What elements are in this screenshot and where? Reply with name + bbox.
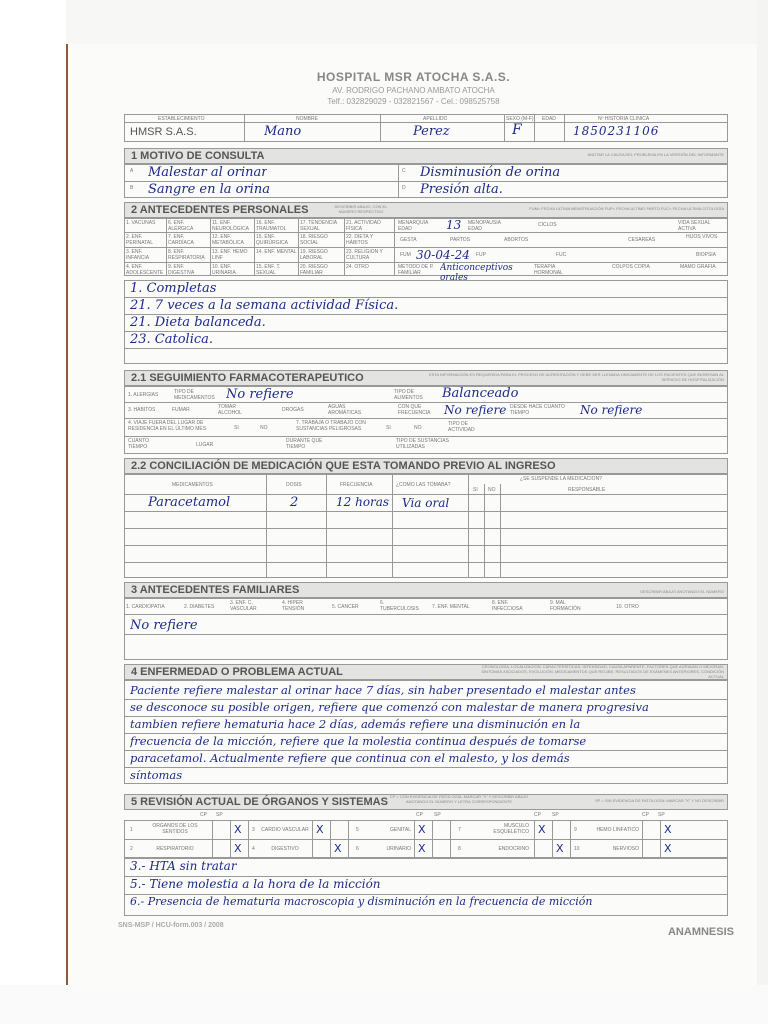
organ-number: 3	[252, 827, 255, 833]
section4-note: CRONOLOGÍA, LOCALIZACIÓN, CARACTERÍSTICAS, INTENSIDAD, CAUSA APARENTE, FACTORES QUE AGRAVAN O MEJORAN, SÍNTOMAS ASOCIADOS, EVOLUCIÓN, MEDICAMENTOS QUE RECIBE, RESULTADOS DE EXÁMENES ANTERIORES, CONDICIÓN ACTUAL	[481, 664, 724, 679]
label-vida-sexual: VIDA SEXUAL ACTIVA	[678, 220, 711, 232]
cp-header-1: CP	[200, 812, 207, 818]
organ-name: ÓRGANOS DE LOS SENTIDOS	[152, 823, 198, 835]
label-abortos: ABORTOS	[504, 237, 529, 243]
tipo-alim-value: Balanceado	[442, 386, 519, 401]
revision-line: 6.- Presencia de hematuria macroscopia y disminución en la frecuencia de micción	[130, 895, 593, 908]
problema-line: tambien refiere hematuria hace 2 días, además refiere una disminución en la	[130, 717, 581, 731]
problema-line: se desconoce su posible origen, refiere que comenzó con malestar de manera progresiva	[130, 700, 649, 714]
ap-item: 1. VACUNAS	[126, 220, 156, 226]
patient-divider	[124, 122, 728, 123]
patient-divider	[564, 114, 565, 142]
label-hijos: HIJOS VIVOS	[686, 234, 718, 240]
table-divider	[124, 545, 728, 546]
grid-divider	[124, 232, 728, 233]
grid-divider	[248, 820, 249, 858]
table-divider	[500, 484, 501, 578]
label-fumar: FUMAR	[172, 407, 190, 413]
cp-header-3: CP	[534, 812, 541, 818]
label-alcohol: TOMAR ALCOHOL	[218, 404, 242, 416]
s3-divider	[124, 614, 728, 615]
label-metodo: MÉTODO DE P. FAMILIAR	[398, 264, 434, 276]
organ-name: DIGESTIVO	[271, 846, 299, 852]
section5-note2: SP = SIN EVIDENCIA DE PATOLOGÍA: MARCAR "X" Y NO DESCRIBIR	[595, 798, 724, 803]
fam-item: 7. ENF. MENTAL	[432, 604, 470, 610]
s21-divider	[124, 418, 728, 419]
ruled-line	[124, 348, 728, 349]
med-frecuencia: 12 horas	[336, 495, 390, 509]
menarquia-value: 13	[446, 218, 462, 232]
organ-number: 4	[252, 846, 255, 852]
patient-divider	[244, 114, 245, 142]
label-d: D	[402, 185, 406, 191]
grid-divider	[230, 820, 231, 858]
label-menopausia: MENOPAUSIA EDAD	[468, 220, 501, 232]
ap-item: 14. ENF. MENTAL	[256, 249, 297, 255]
label-fuc: FUC	[556, 252, 567, 258]
nombre-value: Mano	[264, 124, 302, 139]
ap-item: 15. ENF. QUIRÚRGICA	[256, 234, 288, 246]
label-colpos: COLPOS COPIA	[612, 264, 650, 270]
sp-header-3: SP	[552, 812, 559, 818]
frecuencia-value: No refiere	[444, 403, 507, 417]
section22-title: 2.2 CONCILIACIÓN DE MEDICACIÓN QUE ESTA TOMANDO PREVIO AL INGRESO	[124, 458, 728, 474]
ap-item: 23. RELIGIÓN Y CULTURA	[346, 249, 383, 261]
grid-divider	[414, 820, 415, 858]
patient-divider	[534, 114, 535, 142]
form-label: ANAMNESIS	[667, 926, 734, 938]
historia-value: 1850231106	[573, 124, 660, 138]
label-tipo-med: TIPO DE MEDICAMENTOS	[174, 389, 215, 401]
label-tipo-alim: TIPO DE ALIMENTOS	[394, 389, 423, 401]
ap-item: 9. ENF. DIGESTIVA	[168, 264, 195, 276]
section21-note: ESTA INFORMACIÓN ES REQUERIDA PARA EL PROCESO DE ACREDITACIÓN Y DEBE SER LLENADA ÚNICAMENTE DE LOS PACIENTES QUE INGRESAN AL SERVICIO DE HOSPITALIZACIÓN	[428, 372, 724, 382]
organ-cp-mark: X	[418, 823, 426, 836]
organ-sp-mark: X	[234, 823, 242, 836]
ap-item: 4. ENF. ADOLESCENTE	[126, 264, 164, 276]
antecedente-line: 21. 7 veces a la semana actividad Física.	[130, 298, 399, 313]
apellido-value: Perez	[413, 124, 450, 139]
organ-number: 8	[458, 846, 461, 852]
grid-divider	[166, 218, 167, 276]
label-fup: FUP	[476, 252, 486, 258]
organ-name: URINARIO	[386, 846, 411, 852]
organ-number: 9	[574, 827, 577, 833]
label-cesareas: CESÁREAS	[628, 237, 656, 243]
organ-name: HEMO LINFÁTICO	[596, 827, 639, 833]
label-mamo: MAMO GRAFÍA	[680, 264, 716, 270]
tipo-med-value: No refiere	[226, 387, 294, 402]
problema-line: Paciente refiere malestar al orinar hace 7 días, sin haber presentado el malestar antes	[130, 683, 636, 697]
hospital-title: HOSPITAL MSR ATOCHA S.A.S.	[316, 70, 511, 84]
grid-divider	[312, 820, 313, 858]
section2-title: 2 ANTECEDENTES PERSONALES	[124, 202, 728, 218]
fum-value: 30-04-24	[416, 248, 470, 262]
section4-title: 4 ENFERMEDAD O PROBLEMA ACTUAL	[124, 664, 728, 680]
label-frecuencia: CON QUE FRECUENCIA	[398, 404, 431, 416]
cp-header-2: CP	[416, 812, 423, 818]
med-name: Paracetamol	[148, 495, 231, 510]
organ-number: 7	[458, 827, 461, 833]
organ-number: 2	[130, 846, 133, 852]
organ-sp-mark: X	[556, 842, 564, 855]
problema-line: síntomas	[130, 768, 183, 782]
col-responsable: RESPONSABLE	[568, 487, 606, 493]
grid-divider	[570, 820, 571, 858]
organ-name: GENITAL	[389, 827, 411, 833]
label-no-2: NO	[414, 425, 422, 431]
col-como: ¿COMO LAS TOMABA?	[396, 482, 451, 488]
label-biopsia: BIOPSIA	[696, 252, 717, 258]
fam-item: 3. ENF. C. VASCULAR	[230, 600, 257, 612]
label-tipo-act: TIPO DE ACTIVIDAD	[448, 421, 475, 433]
sexo-value: F	[512, 122, 522, 138]
label-cuanto: CUANTO TIEMPO	[128, 438, 150, 450]
organ-name: ENDOCRINO	[498, 846, 529, 852]
fam-item: 10. OTRO	[616, 604, 639, 610]
grid-divider	[552, 820, 553, 858]
label-edad: EDAD	[542, 116, 556, 122]
label-si: SI	[234, 425, 239, 431]
fam-item: 9. MAL FORMACIÓN	[550, 600, 581, 612]
antecedente-line: 1. Completas	[130, 281, 217, 296]
patient-divider	[504, 114, 505, 142]
form-code: SNS-MSP / HCU-form.003 / 2008	[118, 922, 224, 929]
motivo-a: Malestar al orinar	[148, 165, 268, 180]
grid-divider	[254, 218, 255, 276]
sp-header-4: SP	[658, 812, 665, 818]
sp-header-1: SP	[216, 812, 223, 818]
revision-line: 5.- Tiene molestia a la hora de la micción	[130, 877, 381, 891]
section1-title: 1 MOTIVO DE CONSULTA	[124, 148, 728, 164]
col-dosis: DOSIS	[286, 482, 302, 488]
ap-item: 24. OTRO	[346, 264, 369, 270]
table-divider	[326, 474, 327, 578]
label-c: C	[402, 168, 406, 174]
grid-divider	[534, 820, 535, 858]
antecedente-line: 21. Dieta balanceda.	[130, 315, 266, 330]
label-no: NO	[260, 425, 268, 431]
motivo-c: Disminusión de orina	[420, 165, 561, 180]
scan-background-right	[757, 0, 768, 1024]
label-tipo-sust: TIPO DE SUSTANCIAS UTILIZADAS	[396, 438, 449, 450]
antecedente-line: 23. Catolica.	[130, 332, 214, 347]
motivo-b: Sangre en la orina	[148, 182, 270, 197]
fam-item: 6. TUBERCULOSIS	[380, 600, 419, 612]
label-drogas: DROGAS	[282, 407, 304, 413]
label-desde: DESDE HACE CUANTO TIEMPO	[510, 404, 565, 416]
organ-name: CARDIO VASCULAR	[261, 827, 309, 833]
ap-item: 3. ENF. INFANCIA	[126, 249, 150, 261]
sp-header-2: SP	[434, 812, 441, 818]
ap-item: 13. ENF. HEMO LINF	[212, 249, 248, 261]
ap-item: 22. DIETA Y HÁBITOS	[346, 234, 373, 246]
ap-item: 10. ENF. URINARIA	[212, 264, 236, 276]
ap-item: 18. RIESGO SOCIAL	[300, 234, 328, 246]
section1-divider	[398, 164, 399, 198]
ap-item: 12. ENF. METABÓLICA	[212, 234, 244, 246]
organ-sp-mark: X	[664, 842, 672, 855]
hospital-address: AV. RODRIGO PACHANO AMBATO ATOCHA	[332, 86, 495, 95]
label-establecimiento: ESTABLECIMIENTO	[158, 116, 205, 122]
section3-note: DESCRIBIR ABAJO ANOTANDO EL NÚMERO	[640, 589, 724, 594]
label-gesta: GESTA	[400, 237, 417, 243]
col-frecuencia: FRECUENCIA	[340, 482, 373, 488]
section3-title: 3 ANTECEDENTES FAMILIARES	[124, 582, 728, 598]
fam-item: 8. ENF. INFECCIOSA	[492, 600, 523, 612]
scan-background-left	[0, 0, 66, 1024]
organ-number: 6	[356, 846, 359, 852]
grid-divider	[642, 820, 643, 858]
ap-item: 16. ENF. TRAUMATOL	[256, 220, 287, 232]
section5-note: CP = CON EVIDENCIA DE PATOLOGÍA: MARCAR "X" Y DESCRIBIR ABAJO ANOTANDO EL NÚMERO Y LETRA CORRESPONDIENTE	[389, 794, 529, 804]
patient-divider	[380, 114, 381, 142]
label-a: A	[130, 168, 134, 174]
grid-divider	[330, 820, 331, 858]
organ-name: NERVIOSO	[612, 846, 639, 852]
section5-title: 5 REVISIÓN ACTUAL DE ÓRGANOS Y SISTEMAS	[124, 794, 728, 810]
organ-cp-mark: X	[316, 823, 324, 836]
col-suspende: ¿SE SUSPENDE LA MEDICACIÓN?	[520, 476, 602, 482]
label-ciclos: CICLOS	[538, 222, 557, 228]
table-divider	[124, 511, 728, 512]
grid-divider	[344, 218, 345, 276]
organ-sp-mark: X	[334, 842, 342, 855]
section2-note2: FUM= FECHA ULTIMA MENSTRUACIÓN FUP= FECHA ULTIMO PARTO FUC= FECHA ULTIMA CITOLOGÍA	[529, 206, 724, 211]
organ-number: 1	[130, 827, 133, 833]
ap-item: 6. ENF. ALÉRGICA	[168, 220, 194, 232]
ap-item: 20. RIESGO FAMILIAR	[300, 264, 328, 276]
organ-sp-mark: X	[664, 823, 672, 836]
table-divider	[392, 474, 393, 578]
organ-name: RESPIRATORIO	[156, 846, 194, 852]
motivo-d: Presión alta.	[420, 182, 503, 197]
fam-item: 2. DIABETES	[184, 604, 215, 610]
form-sheet	[66, 44, 757, 985]
grid-divider	[660, 820, 661, 858]
med-via: Via oral	[402, 496, 450, 510]
col-si: SI	[473, 487, 478, 493]
table-divider	[484, 484, 485, 578]
scan-background-bottom	[0, 985, 768, 1024]
label-historia: Nº HISTORIA CLÍNICA	[598, 116, 650, 122]
metodo-value: Anticonceptivos orales	[440, 263, 513, 283]
label-fum: FUM	[400, 252, 411, 258]
label-nombre: NOMBRE	[296, 116, 318, 122]
organ-name: MÚSCULO ESQUELÉTICO	[493, 823, 529, 835]
problema-line: paracetamol. Actualmente refiere que continua con el malesto, y los demás	[130, 751, 570, 765]
organ-sp-mark: X	[234, 842, 242, 855]
table-divider	[266, 474, 267, 578]
label-trabajo: 7. TRABAJA O TRABAJÓ CON SUSTANCIAS PELIGROSAS	[296, 420, 366, 432]
s21-divider	[124, 436, 728, 437]
ruled-line	[124, 331, 728, 332]
fam-item: 4. HIPER TENSIÓN	[282, 600, 305, 612]
grid-divider	[212, 820, 213, 858]
hospital-phones: Telf.: 032829029 - 032821567 - Cel.: 098525758	[327, 97, 500, 106]
label-si-2: SI	[386, 425, 391, 431]
ap-item: 11. ENF. NEUROLÓGICA	[212, 220, 249, 232]
ap-item: 15. ENF. T. SEXUAL	[256, 264, 281, 276]
ap-item: 17. TENDENCIA SEXUAL	[300, 220, 337, 232]
ap-item: 21. ACTIVIDAD FÍSICA	[346, 220, 381, 232]
revision-line: 3.- HTA sin tratar	[130, 859, 237, 873]
section2-note: DESCRIBIR ABAJO, CON EL NÚMERO RESPECTIVO	[334, 204, 388, 214]
organ-number: 10	[574, 846, 580, 852]
label-lugar: LUGAR	[196, 442, 214, 448]
label-aguas: AGUAS AROMÁTICAS	[328, 404, 362, 416]
ap-item: 19. RIESGO LABORAL	[300, 249, 328, 261]
label-b: B	[130, 185, 134, 191]
organ-cp-mark: X	[418, 842, 426, 855]
establecimiento-value: HMSR S.A.S.	[130, 126, 197, 138]
familiares-text: No refiere	[130, 618, 198, 633]
ruled-line	[124, 634, 728, 635]
fam-item: 5. CÁNCER	[332, 604, 359, 610]
label-sexo: SEXO (M-F)	[506, 116, 534, 122]
grid-divider	[450, 820, 451, 858]
organ-number: 5	[356, 827, 359, 833]
med-dosis: 2	[290, 495, 299, 510]
label-alergias: 1. ALERGIAS	[128, 392, 159, 398]
label-menarquia: MENARQUÍA EDAD	[398, 220, 429, 232]
desde-value: No refiere	[580, 403, 643, 417]
col-no: NO	[488, 487, 496, 493]
fam-item: 1. CARDIOPATÍA	[126, 604, 165, 610]
table-divider	[124, 528, 728, 529]
organ-cp-mark: X	[538, 823, 546, 836]
ap-item: 2. ENF. PERINATAL	[126, 234, 154, 246]
ap-item: 7. ENF. CARDÍACA	[168, 234, 194, 246]
label-viaje: 4. VIAJE FUERA DEL LUGAR DE RESIDENCIA EN EL ÚLTIMO MES	[128, 420, 207, 432]
label-habitos: 3. HABITOS	[128, 407, 156, 413]
cp-header-4: CP	[642, 812, 649, 818]
ap-item: 8. ENF. RESPIRATORIA	[168, 249, 205, 261]
grid-divider	[394, 218, 395, 276]
table-divider	[124, 562, 728, 563]
grid-divider	[124, 839, 728, 840]
grid-divider	[124, 262, 728, 263]
grid-divider	[432, 820, 433, 858]
problema-line: frecuencia de la micción, refiere que la molestia continua después de tomarse	[130, 734, 587, 748]
grid-divider	[348, 820, 349, 858]
label-apellido: APELLIDO	[423, 116, 448, 122]
grid-divider	[298, 218, 299, 276]
section21-title: 2.1 SEGUIMIENTO FARMACOTERAPEUTICO	[124, 370, 728, 386]
grid-divider	[210, 218, 211, 276]
label-partos: PARTOS	[450, 237, 471, 243]
label-terapia: TERAPIA HORMONAL	[534, 264, 563, 276]
table-divider	[468, 474, 469, 578]
label-durante: DURANTE QUE TIEMPO	[286, 438, 323, 450]
col-medicamentos: MEDICAMENTOS	[172, 482, 213, 488]
section1-note: ANOTAR LA CAUSA DEL PROBLEMA EN LA VERSIÓN DEL INFORMANTE	[587, 152, 724, 157]
